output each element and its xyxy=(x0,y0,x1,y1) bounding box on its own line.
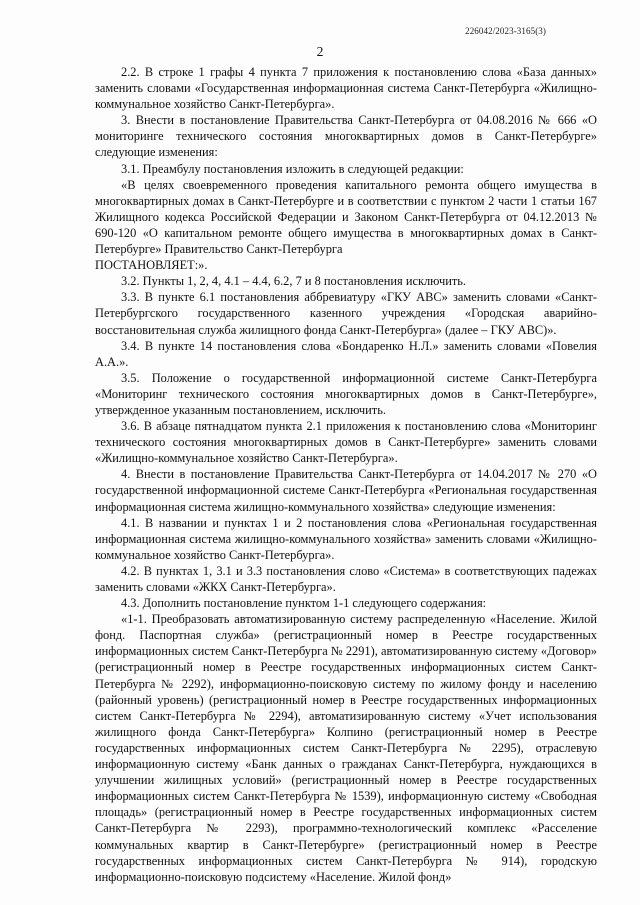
paragraph-preamble: «В целях своевременного проведения капитального ремонта общего имущества в многоквартирных домах в Санкт-Петербурге и в соответствии с пунктом 2 части 1 статьи 167 Жилищного кодекса Российской Федерации и Законом Санкт-Петербурга от 04.12.2013 № 690-120 «О капитальном ремонте общего имущества в многоквартирных домах в Санкт-Петербурге» Правительство Санкт-Петербурга xyxy=(95,177,597,257)
paragraph-3-3: 3.3. В пункте 6.1 постановления аббревиатуру «ГКУ АВС» заменить словами «Санкт-Петербургского государственного казенного учреждения «Городская аварийно-восстановительная служба жилищного фонда Санкт-Петербурга» (далее – ГКУ АВС)». xyxy=(95,290,597,337)
paragraph-3-2: 3.2. Пункты 1, 2, 4, 4.1 – 4.4, 6.2, 7 и 8 постановления исключить. xyxy=(121,274,466,289)
page-number: 2 xyxy=(316,44,324,59)
paragraph-3: 3. Внести в постановление Правительства Санкт-Петербурга от 04.08.2016 № 666 «О мониторинге технического состояния многоквартирных домов в Санкт-Петербурге» следующие изменения: xyxy=(95,113,597,160)
paragraph-3-6: 3.6. В абзаце пятнадцатом пункта 2.1 приложения к постановлению слова «Мониторинг технического состояния многоквартирных домов в Санкт-Петербурге» заменить словами «Жилищно-коммунальное хозяйство Санкт-Петербурга». xyxy=(95,419,597,466)
paragraph-4: 4. Внести в постановление Правительства Санкт-Петербурга от 14.04.2017 № 270 «О государственной информационной системе Санкт-Петербурга «Региональная государственная информационная система жилищно-коммунального хозяйства» следующие изменения: xyxy=(95,467,597,514)
paragraph-4-3: 4.3. Дополнить постановление пунктом 1-1 следующего содержания: xyxy=(121,596,487,611)
paragraph-4-2: 4.2. В пунктах 1, 3.1 и 3.3 постановления слово «Система» в соответствующих падежах заменить словами «ЖКХ Санкт-Петербурга». xyxy=(95,563,597,594)
document-number: 226042/2023-3165(3) xyxy=(465,26,546,36)
paragraph-4-1: 4.1. В названии и пунктах 1 и 2 постановления слова «Региональная государственная информационная система жилищно-коммунального хозяйства» заменить словами «Жилищно-коммунальное хозяйство Санкт-Петербурга». xyxy=(95,515,597,562)
paragraph-3-4: 3.4. В пункте 14 постановления слова «Бондаренко Н.Л.» заменить словами «Повелия А.А.». xyxy=(95,338,597,369)
paragraph-postanovlyaet: ПОСТАНОВЛЯЕТ:». xyxy=(95,258,208,273)
document-body xyxy=(95,64,597,885)
paragraph-2-2: 2.2. В строке 1 графы 4 пункта 7 приложения к постановлению слова «База данных» заменить словами «Государственная информационная система Санкт-Петербурга «Жилищно-коммунальное хозяйство Санкт-Петербурга». xyxy=(95,65,597,112)
paragraph-3-5: 3.5. Положение о государственной информационной системе Санкт-Петербурга «Мониторинг технического состояния многоквартирных домов в Санкт-Петербурге», утвержденное указанным постановлением, исключить. xyxy=(95,370,597,417)
paragraph-3-1: 3.1. Преамбулу постановления изложить в следующей редакции: xyxy=(121,161,464,176)
paragraph-1-1: «1-1. Преобразовать автоматизированную систему распределенную «Население. Жилой фонд. Паспортная служба» (регистрационный номер в Реестре государственных информационных систем Санкт-Петербурга № 2291), автоматизированную систему «Договор» (регистрационный номер в Реестре государственных информационных систем Санкт-Петербурга № 2292), информационно-поисковую систему по жилому фонду и населению (районный уровень) (регистрационный номер в Реестре государственных информационных систем Санкт-Петербурга № 2294), автоматизированную систему «Учет использования жилищного фонда Санкт-Петербурга» Колпино (регистрационный номер в Реестре государственных информационных систем Санкт-Петербурга № 2295), отраслевую информационную систему «Банк данных о гражданах Санкт-Петербурга, нуждающихся в улучшении жилищных условий» (регистрационный номер в Реестре государственных информационных систем Санкт-Петербурга № 1539), информационную систему «Свободная площадь» (регистрационный номер в Реестре государственных информационных систем Санкт-Петербурга № 2293), программно-технологический комплекс «Расселение коммунальных квартир в Санкт-Петербурге» (регистрационный номер в Реестре государственных информационных систем Санкт-Петербурга № 914), городскую информационно-поисковую подсистему «Население. Жилой фонд» xyxy=(95,612,597,884)
